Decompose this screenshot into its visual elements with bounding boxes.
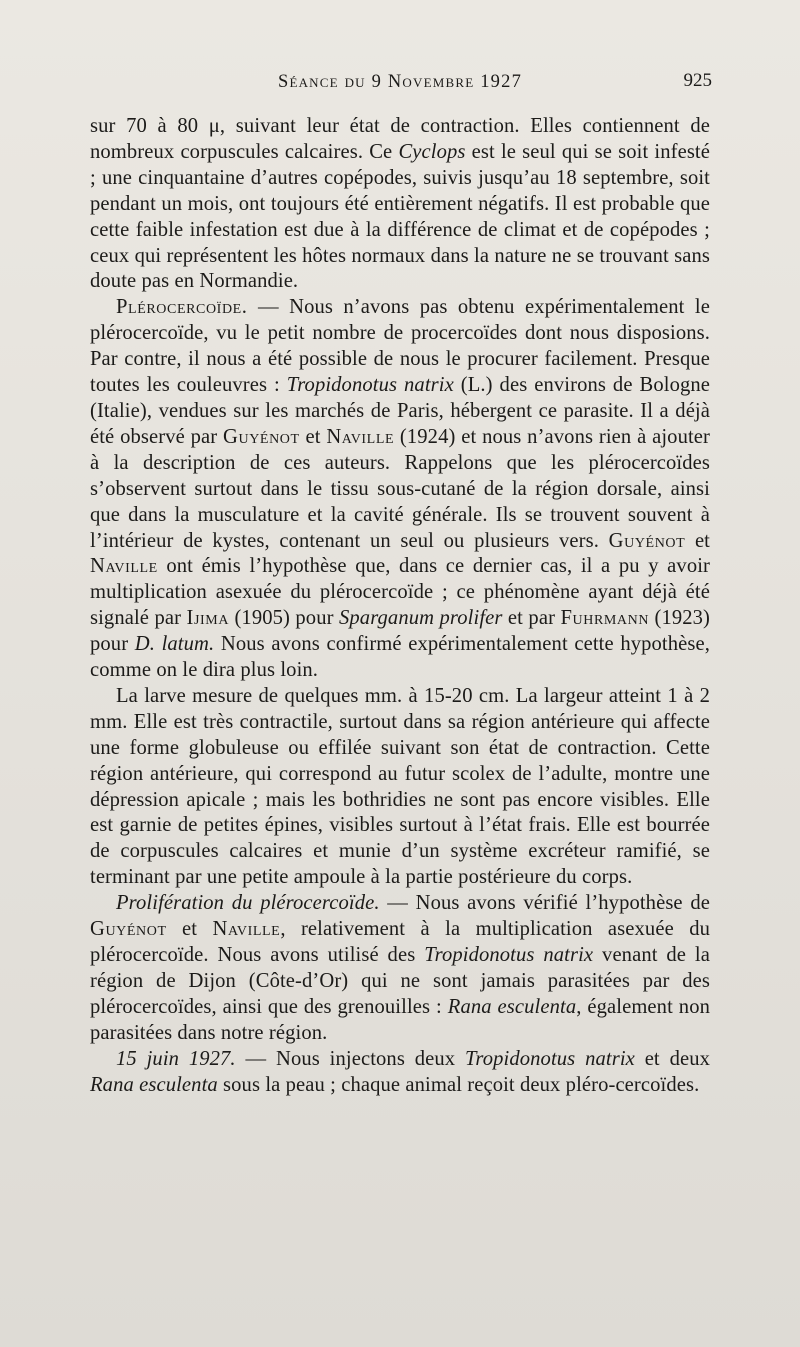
text-run: Guyénot <box>90 918 167 941</box>
text-run: et par <box>502 607 561 630</box>
text-run: 15 juin 1927. <box>116 1047 236 1070</box>
text-run: (1924) et nous n’avons rien à ajouter à la description de ces auteurs. Rappelons que les plérocercoïdes s’observent surtout dans le tissu sous-cutané de la région dorsale, ainsi que dans la musculature et la cavité générale. Ils se trouvent souvent à l’intérieur de kystes, contenant un seul ou plusieurs vers. <box>90 425 710 552</box>
paragraph-3 <box>90 684 710 891</box>
text-run: — Nous injectons deux <box>235 1047 465 1070</box>
text-run: Rana esculenta <box>447 995 577 1018</box>
text-run: et <box>685 529 710 552</box>
text-run: est le seul qui se soit infesté ; une cinquantaine d’autres copépodes, suivis jusqu’au 18 septembre, soit pendant un mois, ont toujours été entièrement négatifs. Il est probable que cette faible infestation est due à la différence de climat et de copépodes ; ceux qui représentent les hôtes normaux dans la nature ne se trouvant sans doute pas en Normandie. <box>90 140 710 293</box>
text-run: sous la peau ; chaque animal reçoit deux pléro-cercoïdes. <box>217 1073 700 1096</box>
text-run: Rana esculenta <box>90 1073 218 1096</box>
text-run: — Nous n’avons pas obtenu expérimentalement le plérocercoïde, vu le petit nombre de procercoïdes dont nous disposions. Par contre, il nous a été possible de nous le procurer facilement. Presque toutes les couleuvres : <box>90 296 710 397</box>
text-run: Naville <box>90 555 158 578</box>
text-run: Tropidonotus natrix <box>464 1047 635 1070</box>
paragraph-1 <box>90 114 710 295</box>
paragraph-5 <box>90 1047 710 1099</box>
paragraph-4 <box>90 891 710 1046</box>
text-run: Guyénot <box>223 425 300 448</box>
paragraph-2 <box>90 295 710 684</box>
text-run: (L.) des environs de Bologne (Italie), vendues sur les marchés de Paris, hébergent ce parasite. Il a déjà été observé par <box>90 374 710 448</box>
running-head: Séance du 9 Novembre 1927 <box>277 72 523 92</box>
text-run: Prolifération du plérocercoïde. <box>116 892 380 915</box>
text-run: La larve mesure de quelques mm. à 15-20 cm. La largeur atteint 1 à 2 mm. Elle est très contractile, surtout dans sa région antérieure qui affecte une forme globuleuse ou effilée suivant son état de contraction. Cette région antérieure, qui correspond au futur scolex de l’adulte, montre une dépression apicale ; mais les bothridies ne sont pas encore visibles. Elle est garnie de petites épines, visibles surtout à l’état frais. Elle est bourrée de corpuscules calcaires et munie d’un système excréteur ramifié, se terminant par une petite ampoule à la partie postérieure du corps. <box>90 684 710 889</box>
text-run: — Nous avons vérifié l’hypothèse de <box>379 892 710 915</box>
text-run: (1923) pour <box>90 607 711 656</box>
text-run: venant de la région de Dijon (Côte-d’Or) qui ne sont jamais parasitées par des plérocercoïdes, ainsi que des grenouilles : <box>90 944 710 1018</box>
text-run: et deux <box>634 1047 710 1070</box>
text-run: ont émis l’hypothèse que, dans ce dernier cas, il a pu y avoir multiplication asexuée du plérocercoïde ; ce phénomène ayant déjà été signalé par <box>90 555 710 630</box>
text-run: Plérocercoïde. <box>116 296 248 319</box>
body-text <box>90 114 710 1098</box>
text-run: et <box>299 425 327 448</box>
text-run: Ijima <box>186 607 230 630</box>
text-run: Naville <box>326 425 395 448</box>
text-run: D. latum. <box>134 633 215 656</box>
text-run: sur 70 à 80 μ, suivant leur état de contraction. Elles contiennent de nombreux corpuscules calcaires. Ce <box>90 115 710 163</box>
text-run: Nous avons confirmé expérimentalement cette hypothèse, comme on le dira plus loin. <box>90 633 710 682</box>
text-run: et <box>166 918 213 941</box>
text-run: Cyclops <box>398 140 466 163</box>
text-run: , également non parasitées dans notre région. <box>90 995 710 1044</box>
text-run: Naville <box>212 918 281 941</box>
text-run: Tropidonotus natrix <box>424 944 594 966</box>
page-header <box>90 72 710 102</box>
text-run: Sparganum prolifer <box>339 607 503 630</box>
text-run: Tropidonotus natrix <box>286 374 454 397</box>
page-number: 925 <box>683 70 712 91</box>
text-run: , relativement à la multiplication asexuée du plérocercoïde. Nous avons utilisé des <box>90 918 710 966</box>
text-run: Guyénot <box>608 529 686 552</box>
text-run: (1905) pour <box>229 607 339 630</box>
text-run: Fuhrmann <box>560 607 650 630</box>
